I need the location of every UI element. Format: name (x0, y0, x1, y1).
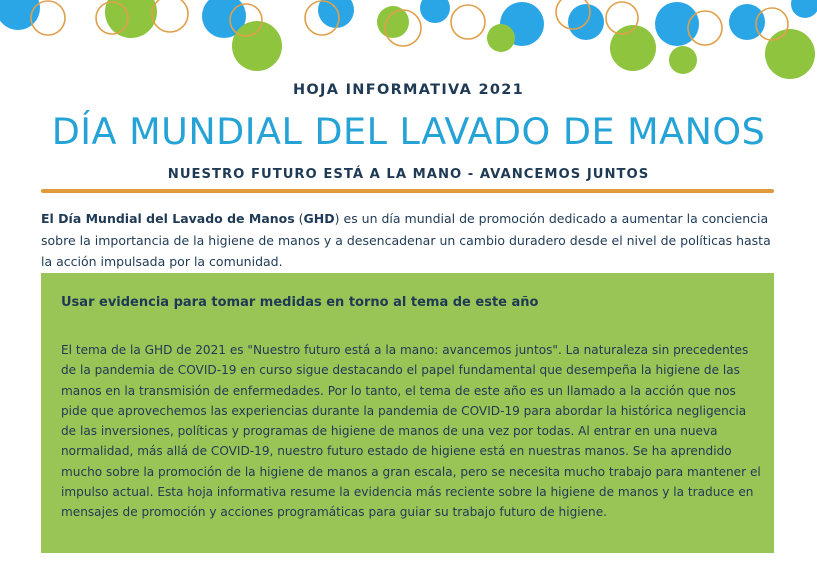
page-subtitle: NUESTRO FUTURO ESTÁ A LA MANO - AVANCEMOS JUNTOS (167, 167, 650, 182)
panel-body: El tema de la GHD de 2021 es "Nuestro futuro está a la mano: avancemos juntos". La naturaleza sin precedentes de la pandemia de COVID-19 en curso sigue destacando el papel fundamental que desempeña la higiene de las manos en la transmisión de enfermedades. Por lo tanto, el tema de este año es un llamado a la acción que nos pide que aprovechemos las experiencias durante la pandemia de COVID-19 para abordar la histórica negligencia de las inversiones, políticas y programas de higiene de manos de una vez por todas. Al entrar en una nueva normalidad, más allá de COVID-19, nuestro futuro estado de higiene está en nuestras manos. Se ha aprendido mucho sobre la promoción de la higiene de manos a gran escala, pero se necesita mucho trabajo para mantener el impulso actual. Esta hoja informativa resume la evidencia más reciente sobre la higiene de manos y la traduce en mensajes de promoción y acciones programáticas para guiar su trabajo futuro de higiene. (61, 343, 761, 520)
intro-rest: ) es un día mundial de promoción dedicado a aumentar la conciencia sobre la importancia de la higiene de manos y a desencadenar un cambio duradero desde el nivel de políticas hasta la acción impulsada por la comunidad. (41, 211, 771, 269)
intro-acronym: GHD (303, 211, 335, 226)
page-title: DÍA MUNDIAL DEL LAVADO DE MANOS (51, 110, 766, 153)
bubble-green (487, 24, 515, 52)
bubble-green (105, 0, 157, 38)
bubble-green (232, 21, 282, 71)
panel-heading: Usar evidencia para tomar medidas en torno al tema de este año (61, 295, 539, 310)
orange-divider (41, 189, 774, 193)
bubble-green (669, 46, 697, 74)
bubble-blue (420, 0, 450, 23)
bubble-green (610, 25, 656, 71)
decorative-circles (0, 0, 817, 90)
intro-bold-name: El Día Mundial del Lavado de Manos (41, 211, 295, 226)
bubble-green (765, 29, 815, 79)
intro-paragraph (41, 208, 781, 273)
bubble-blue (0, 0, 40, 30)
evidence-panel (41, 273, 774, 553)
ring-orange (451, 5, 485, 39)
ring-orange (152, 0, 188, 32)
bubble-blue (318, 0, 354, 28)
bubble-blue (791, 0, 817, 18)
intro-open-paren: ( (294, 211, 304, 226)
document-kicker: HOJA INFORMATIVA 2021 (292, 82, 525, 98)
